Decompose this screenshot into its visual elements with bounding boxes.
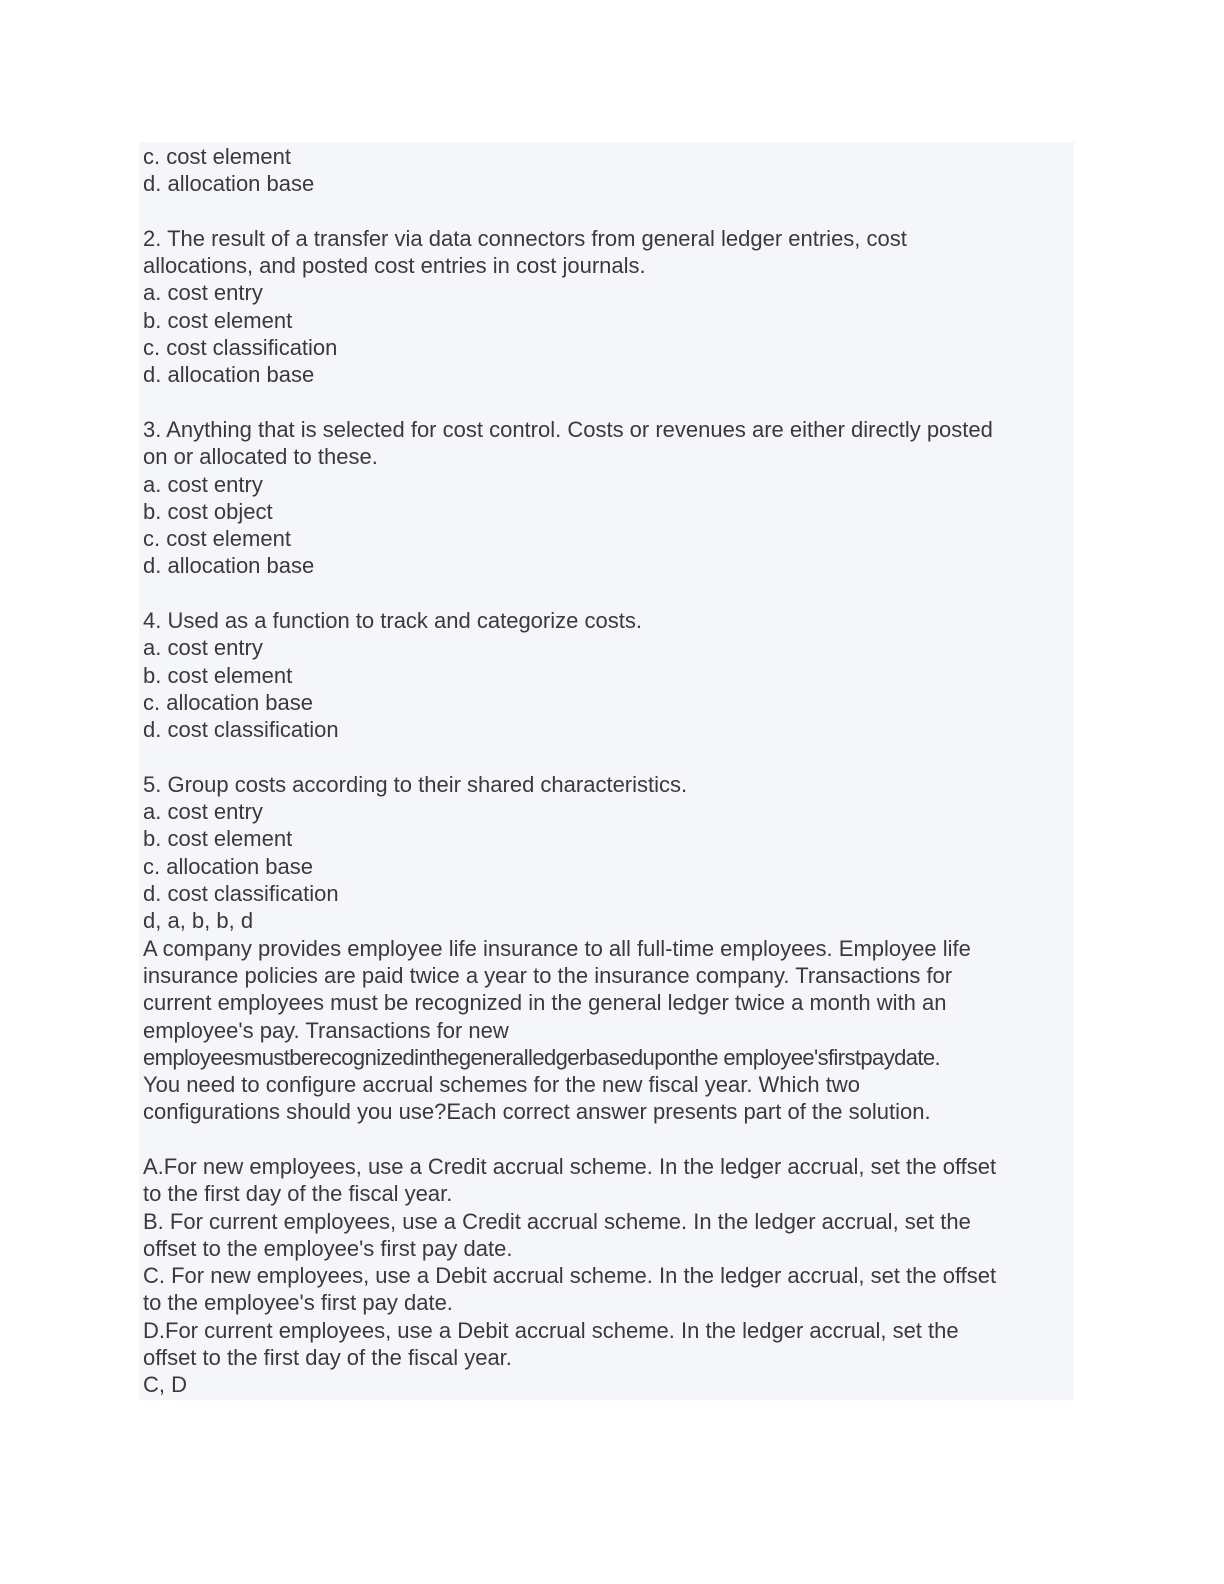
answer-option-a: to the first day of the fiscal year. <box>143 1181 453 1207</box>
question-4-text: 4. Used as a function to track and categorize costs. <box>143 608 642 634</box>
option-line: d. allocation base <box>143 553 315 579</box>
answer-option-c: to the employee's first pay date. <box>143 1290 453 1316</box>
answer-option-c: C. For new employees, use a Debit accrual scheme. In the ledger accrual, set the offset <box>143 1263 997 1289</box>
scenario-text: current employees must be recognized in the general ledger twice a month with an <box>143 990 947 1016</box>
option-line: b. cost element <box>143 662 293 688</box>
option-line: a. cost entry <box>143 280 263 306</box>
document-text <box>143 143 1071 1399</box>
option-line: c. cost classification <box>143 335 338 361</box>
option-line: b. cost element <box>143 307 293 333</box>
question-3-text: on or allocated to these. <box>143 444 378 470</box>
blank-line <box>143 389 1071 416</box>
blank-line <box>143 744 1071 771</box>
option-line: b. cost element <box>143 826 293 852</box>
option-line: d. allocation base <box>143 362 315 388</box>
option-line: c. cost element <box>143 526 291 552</box>
option-line: a. cost entry <box>143 635 263 661</box>
question-2-text: allocations, and posted cost entries in cost journals. <box>143 253 646 279</box>
answer-key: C, D <box>143 1372 187 1398</box>
scenario-text: A company provides employee life insurance to all full-time employees. Employee life <box>143 935 971 961</box>
scenario-text: employee's pay. Transactions for new <box>143 1017 509 1043</box>
option-line: d. cost classification <box>143 881 339 907</box>
scenario-text: employeesmustberecognizedinthegeneralledgerbaseduponthe employee'sfirstpaydate. <box>143 1044 941 1070</box>
answer-option-d: offset to the first day of the fiscal year. <box>143 1345 512 1371</box>
answer-option-b: B. For current employees, use a Credit accrual scheme. In the ledger accrual, set the <box>143 1208 971 1234</box>
option-line: a. cost entry <box>143 471 263 497</box>
answer-option-b: offset to the employee's first pay date. <box>143 1235 513 1261</box>
option-line: d. cost classification <box>143 717 339 743</box>
option-line: d. allocation base <box>143 171 315 197</box>
question-3-text: 3. Anything that is selected for cost control. Costs or revenues are either directly posted <box>143 416 993 442</box>
option-line: c. cost element <box>143 144 291 169</box>
scenario-text: You need to configure accrual schemes for the new fiscal year. Which two <box>143 1072 861 1098</box>
answer-option-a: A.For new employees, use a Credit accrual scheme. In the ledger accrual, set the offset <box>143 1153 997 1179</box>
option-line: a. cost entry <box>143 799 263 825</box>
blank-line <box>143 580 1071 607</box>
scenario-text: insurance policies are paid twice a year to the insurance company. Transactions for <box>143 962 953 988</box>
answer-option-d: D.For current employees, use a Debit accrual scheme. In the ledger accrual, set the <box>143 1317 959 1343</box>
option-line: b. cost object <box>143 498 273 524</box>
blank-line <box>143 1126 1071 1153</box>
scenario-text: configurations should you use?Each correct answer presents part of the solution. <box>143 1099 931 1125</box>
blank-line <box>143 198 1071 225</box>
question-5-text: 5. Group costs according to their shared characteristics. <box>143 771 688 797</box>
option-line: c. allocation base <box>143 689 313 715</box>
answer-key: d, a, b, b, d <box>143 908 254 934</box>
question-2-text: 2. The result of a transfer via data connectors from general ledger entries, cost <box>143 225 907 251</box>
option-line: c. allocation base <box>143 853 313 879</box>
